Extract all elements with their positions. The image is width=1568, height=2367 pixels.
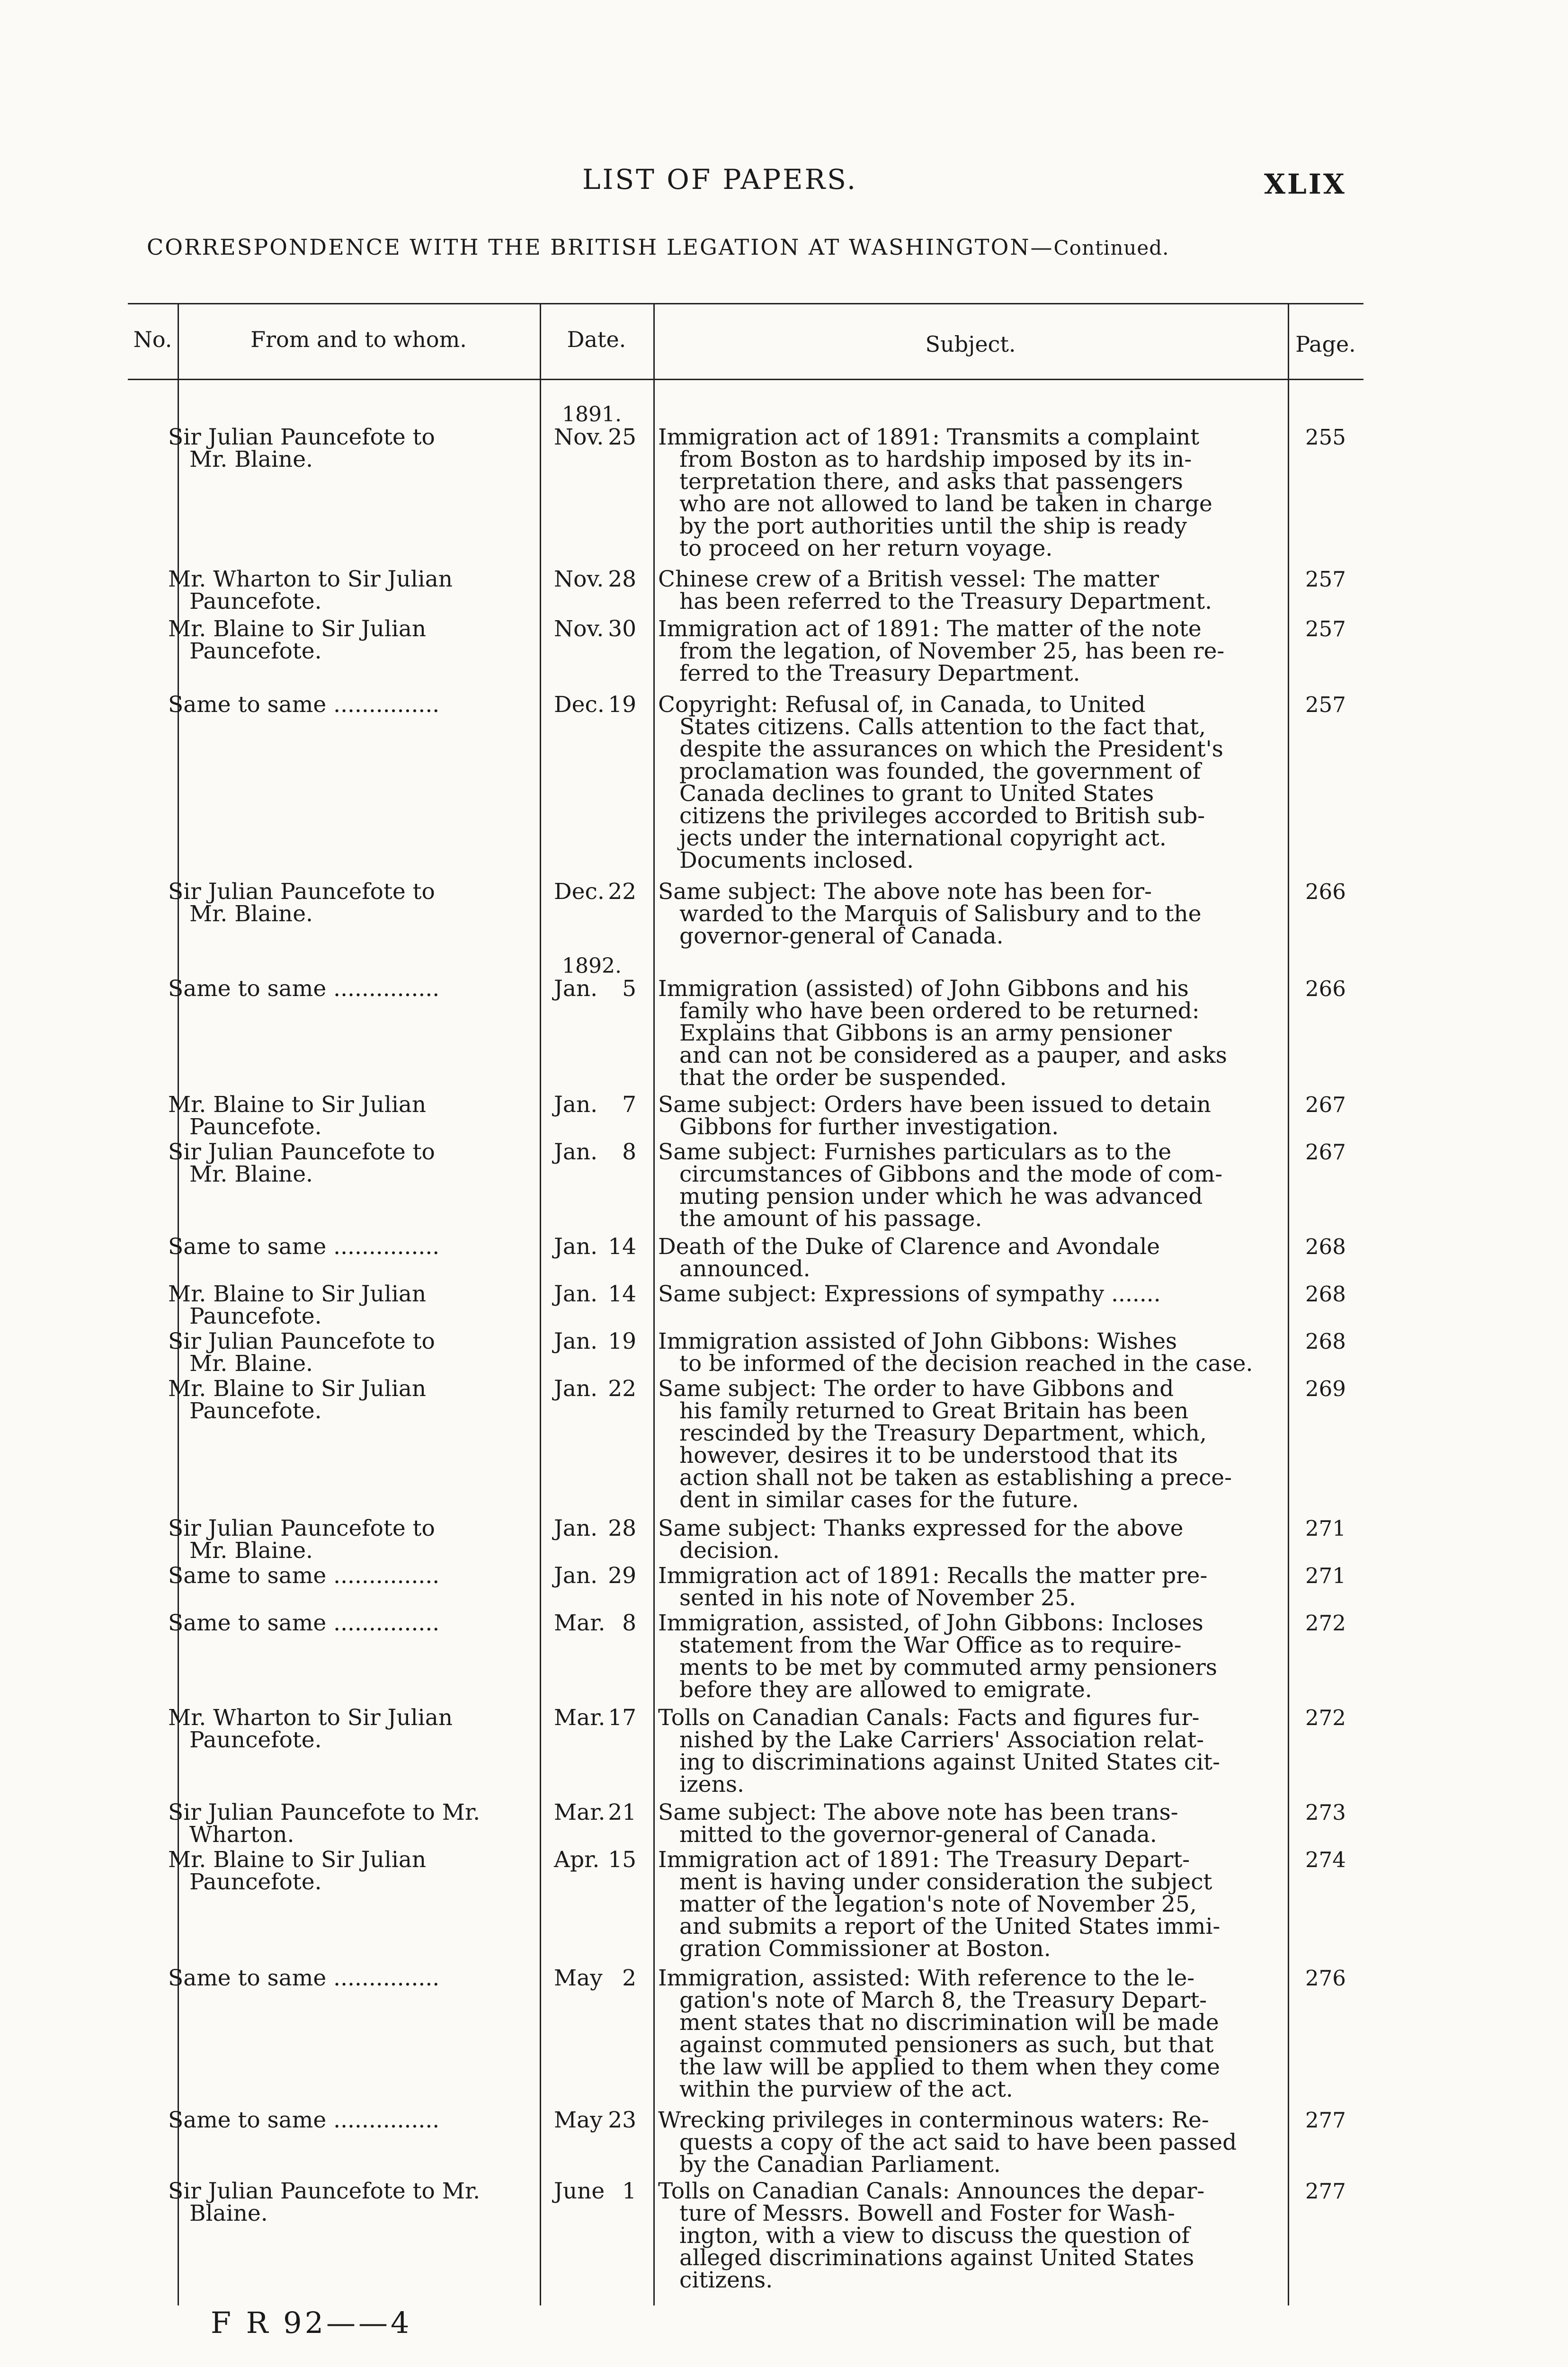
date-month: Mar. [554, 1705, 606, 1731]
subject-line: Immigration, assisted: With reference to the le- [658, 1965, 1195, 1991]
from-to-cell [168, 694, 528, 716]
subject-line: Canada declines to grant to United States [679, 781, 1154, 807]
subject-line: against commuted pensioners as such, but that [679, 2032, 1214, 2058]
from-to-line: Mr. Blaine. [189, 1351, 313, 1377]
subject-line: family who have been ordered to be returned: [679, 998, 1200, 1024]
from-to-cell [168, 1141, 528, 1185]
page-ref: 272 [1305, 1705, 1346, 1730]
date-month: Nov. [554, 566, 604, 592]
from-to-line: Mr. Blaine to Sir Julian [168, 1092, 427, 1118]
subject-line: rescinded by the Treasury Department, which, [679, 1420, 1207, 1446]
subject-cell [658, 978, 1264, 1089]
from-to-line: Mr. Blaine to Sir Julian [168, 616, 427, 642]
date-month: Jan. [554, 1376, 598, 1402]
page-ref: 266 [1305, 879, 1346, 904]
subject-line: Immigration (assisted) of John Gibbons and his [658, 976, 1189, 1002]
from-to-line: Same to same ............... [168, 1563, 440, 1589]
subject-line: terpretation there, and asks that passengers [679, 469, 1183, 495]
subject-line: ington, with a view to discuss the question of [679, 2223, 1190, 2249]
from-to-cell [168, 1849, 528, 1893]
date-day: 19 [608, 1328, 636, 1354]
from-to-line: Mr. Blaine. [189, 1538, 313, 1564]
subject-line: who are not allowed to land be taken in charge [679, 491, 1212, 517]
subject-line: however, desires it to be understood that its [679, 1442, 1178, 1468]
date-month: Jan. [554, 1563, 598, 1589]
from-to-cell [168, 426, 528, 471]
date-month: June [554, 2178, 605, 2204]
date-day: 28 [608, 566, 636, 592]
subject-line: to proceed on her return voyage. [679, 535, 1053, 561]
page-ref: 277 [1305, 2108, 1346, 2133]
subject-line: Same subject: The above note has been for- [658, 879, 1152, 905]
date-day: 23 [608, 2107, 636, 2133]
subject-line: from Boston as to hardship imposed by its in- [679, 446, 1192, 472]
subject-line: Immigration assisted of John Gibbons: Wishes [658, 1328, 1177, 1354]
subject-line: by the port authorities until the ship is ready [679, 513, 1187, 539]
year-1892: 1892. [562, 954, 622, 978]
date-day: 8 [622, 1610, 636, 1636]
from-to-cell [168, 1283, 528, 1327]
subject-line: Same subject: Furnishes particulars as to the [658, 1139, 1172, 1165]
subject-line: Immigration, assisted, of John Gibbons: Incloses [658, 1610, 1203, 1636]
from-to-line: Sir Julian Pauncefote to Mr. [168, 2178, 481, 2204]
date-month: Nov. [554, 616, 604, 642]
footer-signature: F R 92——4 [211, 2305, 412, 2340]
subject-line: gation's note of March 8, the Treasury Depart- [679, 1987, 1207, 2013]
subject-cell [658, 1707, 1264, 1796]
date-day: 7 [622, 1092, 636, 1118]
date-day: 30 [608, 616, 636, 642]
date-month: Jan. [554, 1328, 598, 1354]
from-to-line: Pauncefote. [189, 1114, 322, 1140]
date-month: Jan. [554, 1515, 598, 1541]
subject-line: States citizens. Calls attention to the fact that, [679, 714, 1206, 740]
from-to-cell [168, 881, 528, 925]
subject-line: jects under the international copyright act. [679, 825, 1167, 851]
date-day: 22 [608, 879, 636, 905]
from-to-line: Sir Julian Pauncefote to [168, 1515, 435, 1541]
from-to-line: Sir Julian Pauncefote to [168, 879, 435, 905]
subject-line: citizens. [679, 2267, 773, 2293]
page-ref: 257 [1305, 692, 1346, 717]
from-to-line: Mr. Blaine. [189, 901, 313, 927]
subject-line: despite the assurances on which the President's [679, 736, 1223, 762]
from-to-line: Same to same ............... [168, 976, 440, 1002]
date-month: Dec. [554, 879, 605, 905]
subject-line: Tolls on Canadian Canals: Announces the depar- [658, 2178, 1205, 2204]
subject-cell [658, 694, 1264, 872]
date-day: 28 [608, 1515, 636, 1541]
subject-line: Copyright: Refusal of, in Canada, to United [658, 692, 1146, 718]
subject-line: Gibbons for further investigation. [679, 1114, 1059, 1140]
from-to-line: Blaine. [189, 2200, 268, 2226]
date-day: 21 [608, 1799, 636, 1825]
date-day: 14 [608, 1281, 636, 1307]
date-month: May [554, 2107, 603, 2133]
subject-line: ferred to the Treasury Department. [679, 660, 1080, 686]
subject-line: mitted to the governor-general of Canada. [679, 1822, 1157, 1848]
subject-line: Death of the Duke of Clarence and Avondale [658, 1234, 1160, 1260]
subject-line: matter of the legation's note of November 25, [679, 1891, 1197, 1917]
date-month: Mar. [554, 1799, 606, 1825]
subject-line: Explains that Gibbons is an army pensioner [679, 1020, 1172, 1046]
table-header-rule [128, 379, 1363, 380]
subject-cell [658, 1612, 1264, 1701]
page-ref: 272 [1305, 1611, 1346, 1636]
subject-line: the law will be applied to them when they come [679, 2054, 1220, 2080]
section-subtitle [147, 234, 1169, 260]
col-header-from: From and to whom. [250, 327, 467, 352]
page-ref: 255 [1305, 425, 1346, 450]
subject-line: Immigration act of 1891: Transmits a complaint [658, 424, 1200, 450]
page-ref: 268 [1305, 1281, 1346, 1307]
subject-cell [658, 1141, 1264, 1230]
subject-line: and submits a report of the United States immi- [679, 1913, 1221, 1940]
subject-line: alleged discriminations against United States [679, 2245, 1194, 2271]
from-to-cell [168, 1236, 528, 1258]
page-ref: 266 [1305, 976, 1346, 1001]
subject-cell [658, 1330, 1264, 1375]
from-to-line: Same to same ............... [168, 1610, 440, 1636]
table-top-rule [128, 303, 1363, 304]
from-to-cell [168, 978, 528, 1000]
subject-line: Same subject: Thanks expressed for the above [658, 1515, 1184, 1541]
subject-cell [658, 1236, 1264, 1280]
from-to-cell [168, 1565, 528, 1587]
page-ref: 257 [1305, 616, 1346, 641]
from-to-cell [168, 1094, 528, 1138]
from-to-line: Pauncefote. [189, 588, 322, 614]
subject-line: that the order be suspended. [679, 1065, 1007, 1091]
from-to-cell [168, 1330, 528, 1375]
subject-line: has been referred to the Treasury Department. [679, 588, 1212, 614]
subject-line: announced. [679, 1256, 811, 1282]
subject-cell [658, 2109, 1264, 2176]
subject-cell [658, 1849, 1264, 1960]
col-header-date: Date. [567, 327, 626, 352]
date-day: 14 [608, 1234, 636, 1260]
subject-cell [658, 1378, 1264, 1511]
page-number-roman: XLIX [1264, 168, 1346, 200]
date-month: Jan. [554, 976, 598, 1002]
page-ref: 267 [1305, 1139, 1346, 1165]
col-header-subject: Subject. [925, 331, 1016, 357]
date-month: Jan. [554, 1092, 598, 1118]
subject-cell [658, 2180, 1264, 2291]
subject-line: gration Commissioner at Boston. [679, 1936, 1051, 1962]
from-to-line: Mr. Wharton to Sir Julian [168, 1705, 453, 1731]
date-month: Jan. [554, 1234, 598, 1260]
subject-line: Same subject: Expressions of sympathy ....... [658, 1281, 1161, 1307]
subject-line: Same subject: Orders have been issued to detain [658, 1092, 1211, 1118]
date-month: Nov. [554, 424, 604, 450]
page-ref: 268 [1305, 1329, 1346, 1354]
page-ref: 268 [1305, 1234, 1346, 1259]
from-to-cell [168, 1801, 528, 1846]
subject-cell [658, 1801, 1264, 1846]
date-day: 29 [608, 1563, 636, 1589]
from-to-line: Pauncefote. [189, 1727, 322, 1753]
subject-line: circumstances of Gibbons and the mode of com- [679, 1161, 1223, 1187]
from-to-line: Wharton. [189, 1822, 294, 1848]
from-to-cell [168, 1378, 528, 1422]
col-divider-2 [540, 303, 541, 2305]
date-month: Mar. [554, 1610, 606, 1636]
subject-line: governor-general of Canada. [679, 923, 1004, 949]
date-day: 25 [608, 424, 636, 450]
from-to-line: Sir Julian Pauncefote to Mr. [168, 1799, 481, 1825]
subtitle-text: CORRESPONDENCE WITH THE BRITISH LEGATION AT WASHINGTON— [147, 234, 1054, 260]
col-divider-3 [653, 303, 655, 2305]
page-ref: 276 [1305, 1966, 1346, 1991]
date-day: 15 [608, 1847, 636, 1873]
col-header-page: Page. [1295, 331, 1356, 357]
subject-line: citizens the privileges accorded to British sub- [679, 803, 1205, 829]
subject-line: his family returned to Great Britain has been [679, 1398, 1189, 1424]
from-to-line: Pauncefote. [189, 1303, 322, 1329]
from-to-cell [168, 1612, 528, 1634]
date-day: 17 [608, 1705, 636, 1731]
subject-cell [658, 1094, 1264, 1138]
page-ref: 271 [1305, 1516, 1346, 1541]
from-to-cell [168, 618, 528, 662]
subject-cell [658, 881, 1264, 947]
from-to-line: Same to same ............... [168, 1234, 440, 1260]
date-day: 5 [622, 976, 636, 1002]
subject-line: Immigration act of 1891: Recalls the matter pre- [658, 1563, 1208, 1589]
page-ref: 257 [1305, 567, 1346, 592]
subject-line: to be informed of the decision reached in the case. [679, 1351, 1253, 1377]
subject-cell [658, 1565, 1264, 1609]
date-day: 19 [608, 692, 636, 718]
date-day: 1 [622, 2178, 636, 2204]
from-to-line: Same to same ............... [168, 2107, 440, 2133]
subject-line: muting pension under which he was advanced [679, 1184, 1203, 1210]
subject-cell [658, 568, 1264, 613]
subject-line: ment is having under consideration the subject [679, 1869, 1212, 1895]
subject-line: Immigration act of 1891: The Treasury Depart- [658, 1847, 1190, 1873]
subject-line: warded to the Marquis of Salisbury and to the [679, 901, 1202, 927]
subject-line: Tolls on Canadian Canals: Facts and figures fur- [658, 1705, 1200, 1731]
subject-line: ments to be met by commuted army pensioners [679, 1655, 1217, 1681]
from-to-line: Pauncefote. [189, 638, 322, 664]
from-to-line: Mr. Blaine to Sir Julian [168, 1281, 427, 1307]
from-to-line: Mr. Wharton to Sir Julian [168, 566, 453, 592]
from-to-cell [168, 1517, 528, 1562]
page-ref: 274 [1305, 1847, 1346, 1872]
from-to-line: Sir Julian Pauncefote to [168, 424, 435, 450]
subject-line: sented in his note of November 25. [679, 1585, 1076, 1611]
page-ref: 273 [1305, 1800, 1346, 1825]
subject-line: Chinese crew of a British vessel: The matter [658, 566, 1159, 592]
subject-line: dent in similar cases for the future. [679, 1487, 1079, 1513]
subject-line: statement from the War Office as to require- [679, 1632, 1182, 1658]
subject-line: ment states that no discrimination will be made [679, 2010, 1219, 2036]
from-to-line: Pauncefote. [189, 1398, 322, 1424]
subject-line: the amount of his passage. [679, 1206, 982, 1232]
year-1891: 1891. [562, 402, 622, 427]
date-month: Jan. [554, 1281, 598, 1307]
from-to-line: Same to same ............... [168, 1965, 440, 1991]
from-to-line: Same to same ............... [168, 692, 440, 718]
from-to-cell [168, 1707, 528, 1751]
page-ref: 277 [1305, 2179, 1346, 2204]
subject-line: Same subject: The above note has been trans- [658, 1799, 1178, 1825]
subject-cell [658, 1517, 1264, 1562]
date-day: 22 [608, 1376, 636, 1402]
subject-line: quests a copy of the act said to have been passed [679, 2129, 1237, 2155]
from-to-cell [168, 568, 528, 613]
subject-line: within the purview of the act. [679, 2076, 1013, 2102]
from-to-line: Mr. Blaine to Sir Julian [168, 1376, 427, 1402]
subject-line: by the Canadian Parliament. [679, 2152, 1001, 2178]
subject-cell [658, 1967, 1264, 2100]
page-ref: 269 [1305, 1376, 1346, 1401]
subject-line: before they are allowed to emigrate. [679, 1677, 1092, 1703]
date-month: May [554, 1965, 603, 1991]
subject-line: action shall not be taken as establishing a prece- [679, 1465, 1232, 1491]
page-title: LIST OF PAPERS. [582, 163, 858, 196]
subject-line: nished by the Lake Carriers' Association relat- [679, 1727, 1204, 1753]
subject-line: decision. [679, 1538, 780, 1564]
col-header-no: No. [133, 327, 172, 352]
from-to-line: Sir Julian Pauncefote to [168, 1328, 435, 1354]
from-to-line: Sir Julian Pauncefote to [168, 1139, 435, 1165]
subject-line: izens. [679, 1771, 744, 1797]
subject-line: Wrecking privileges in conterminous waters: Re- [658, 2107, 1209, 2133]
from-to-line: Mr. Blaine. [189, 1161, 313, 1187]
date-month: Apr. [554, 1847, 600, 1873]
subject-cell [658, 426, 1264, 560]
subject-cell [658, 1283, 1264, 1305]
from-to-cell [168, 1967, 528, 1989]
subject-line: ing to discriminations against United States cit- [679, 1749, 1220, 1775]
from-to-line: Mr. Blaine. [189, 446, 313, 472]
date-day: 2 [622, 1965, 636, 1991]
page-ref: 271 [1305, 1563, 1346, 1588]
subject-line: from the legation, of November 25, has been re- [679, 638, 1225, 664]
page-ref: 267 [1305, 1092, 1346, 1117]
date-month: Jan. [554, 1139, 598, 1165]
from-to-line: Mr. Blaine to Sir Julian [168, 1847, 427, 1873]
from-to-line: Pauncefote. [189, 1869, 322, 1895]
subject-line: ture of Messrs. Bowell and Foster for Wash- [679, 2200, 1176, 2226]
from-to-cell [168, 2109, 528, 2131]
from-to-cell [168, 2180, 528, 2225]
date-month: Dec. [554, 692, 605, 718]
subject-line: Same subject: The order to have Gibbons and [658, 1376, 1174, 1402]
subtitle-continued: Continued. [1053, 236, 1169, 259]
date-day: 8 [622, 1139, 636, 1165]
subject-line: and can not be considered as a pauper, and asks [679, 1042, 1227, 1068]
subject-line: Immigration act of 1891: The matter of the note [658, 616, 1202, 642]
subject-line: proclamation was founded, the government of [679, 758, 1201, 784]
subject-cell [658, 618, 1264, 685]
subject-line: Documents inclosed. [679, 847, 914, 873]
